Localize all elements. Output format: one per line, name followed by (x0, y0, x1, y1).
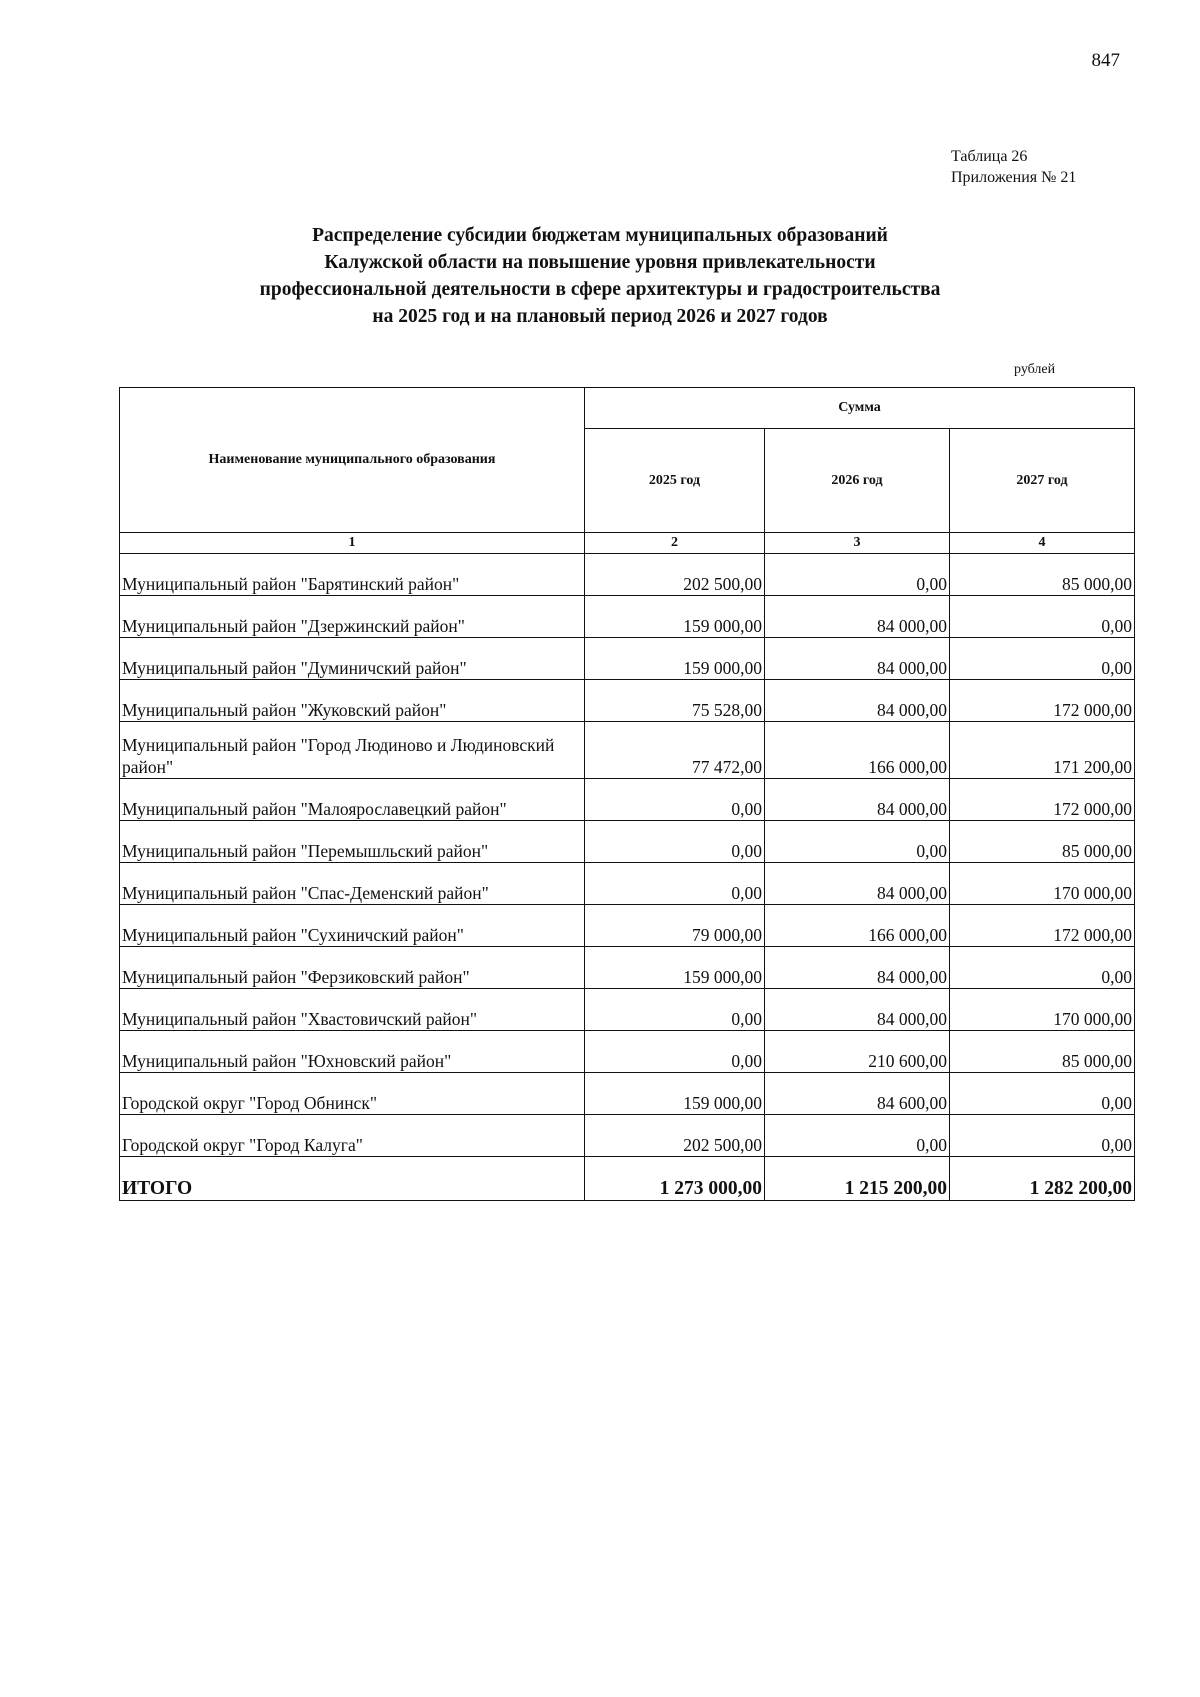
amount-2026: 84 000,00 (765, 638, 950, 680)
table-row (120, 821, 1135, 863)
amount-2025: 77 472,00 (585, 722, 765, 779)
table-row (120, 905, 1135, 947)
amount-2027: 172 000,00 (950, 779, 1135, 821)
column-number-3: 3 (765, 533, 950, 554)
amount-2026: 166 000,00 (765, 722, 950, 779)
municipality-name: Муниципальный район "Перемышльский район" (120, 821, 585, 863)
amount-2027: 170 000,00 (950, 989, 1135, 1031)
amount-2027: 0,00 (950, 1115, 1135, 1157)
amount-2026: 0,00 (765, 1115, 950, 1157)
amount-2027: 0,00 (950, 1073, 1135, 1115)
table-row (120, 1115, 1135, 1157)
table-reference (951, 146, 1076, 188)
municipality-name: Муниципальный район "Малоярославецкий район" (120, 779, 585, 821)
amount-2027: 171 200,00 (950, 722, 1135, 779)
amount-2027: 85 000,00 (950, 1031, 1135, 1073)
header-name-column: Наименование муниципального образования (120, 388, 585, 533)
total-row (120, 1157, 1135, 1201)
municipality-name: Муниципальный район "Хвастовичский район" (120, 989, 585, 1031)
amount-2025: 159 000,00 (585, 596, 765, 638)
amount-2026: 84 000,00 (765, 863, 950, 905)
total-2027: 1 282 200,00 (950, 1157, 1135, 1201)
table-row (120, 1031, 1135, 1073)
amount-2026: 210 600,00 (765, 1031, 950, 1073)
amount-2026: 84 000,00 (765, 947, 950, 989)
municipality-name: Городской округ "Город Обнинск" (120, 1073, 585, 1115)
amount-2027: 0,00 (950, 638, 1135, 680)
title-line-3: профессиональной деятельности в сфере архитектуры и градостроительства (259, 279, 941, 300)
table-row (120, 680, 1135, 722)
subsidy-table (119, 387, 1135, 1201)
amount-2026: 84 000,00 (765, 680, 950, 722)
amount-2027: 0,00 (950, 596, 1135, 638)
column-number-2: 2 (585, 533, 765, 554)
amount-2025: 79 000,00 (585, 905, 765, 947)
document-title (150, 222, 1050, 330)
title-line-1: Распределение субсидии бюджетам муниципальных образований (312, 225, 888, 246)
municipality-name: Муниципальный район "Юхновский район" (120, 1031, 585, 1073)
amount-2025: 159 000,00 (585, 638, 765, 680)
table-row (120, 1073, 1135, 1115)
amount-2026: 84 600,00 (765, 1073, 950, 1115)
table-row (120, 638, 1135, 680)
table-row (120, 722, 1135, 779)
amount-2025: 0,00 (585, 821, 765, 863)
amount-2025: 0,00 (585, 989, 765, 1031)
total-2026: 1 215 200,00 (765, 1157, 950, 1201)
header-2026: 2026 год (765, 429, 950, 533)
title-line-2: Калужской области на повышение уровня привлекательности (324, 252, 876, 273)
municipality-name: Муниципальный район "Жуковский район" (120, 680, 585, 722)
header-2027: 2027 год (950, 429, 1135, 533)
amount-2027: 85 000,00 (950, 821, 1135, 863)
amount-2025: 202 500,00 (585, 554, 765, 596)
amount-2027: 172 000,00 (950, 905, 1135, 947)
amount-2025: 159 000,00 (585, 1073, 765, 1115)
amount-2025: 75 528,00 (585, 680, 765, 722)
page-number: 847 (1091, 50, 1120, 71)
municipality-name: Муниципальный район "Спас-Деменский район" (120, 863, 585, 905)
title-line-4: на 2025 год и на плановый период 2026 и 2027 годов (372, 306, 828, 327)
amount-2027: 172 000,00 (950, 680, 1135, 722)
amount-2025: 202 500,00 (585, 1115, 765, 1157)
amount-2026: 84 000,00 (765, 596, 950, 638)
table-label: Таблица 26 (951, 148, 1028, 165)
table-row (120, 989, 1135, 1031)
amount-2025: 159 000,00 (585, 947, 765, 989)
amount-2027: 85 000,00 (950, 554, 1135, 596)
amount-2026: 84 000,00 (765, 989, 950, 1031)
column-number-1: 1 (120, 533, 585, 554)
total-2025: 1 273 000,00 (585, 1157, 765, 1201)
table-row (120, 947, 1135, 989)
amount-2026: 0,00 (765, 554, 950, 596)
header-sum-group: Сумма (585, 388, 1135, 429)
municipality-name: Муниципальный район "Дзержинский район" (120, 596, 585, 638)
units-label: рублей (1014, 362, 1056, 377)
municipality-name: Муниципальный район "Город Людиново и Людиновский район" (120, 722, 585, 779)
municipality-name: Муниципальный район "Ферзиковский район" (120, 947, 585, 989)
table-row (120, 779, 1135, 821)
amount-2027: 0,00 (950, 947, 1135, 989)
amount-2027: 170 000,00 (950, 863, 1135, 905)
municipality-name: Муниципальный район "Думиничский район" (120, 638, 585, 680)
table-row (120, 596, 1135, 638)
municipality-name: Городской округ "Город Калуга" (120, 1115, 585, 1157)
appendix-label: Приложения № 21 (951, 169, 1077, 186)
amount-2026: 84 000,00 (765, 779, 950, 821)
amount-2025: 0,00 (585, 1031, 765, 1073)
municipality-name: Муниципальный район "Сухиничский район" (120, 905, 585, 947)
amount-2025: 0,00 (585, 779, 765, 821)
column-number-4: 4 (950, 533, 1135, 554)
table-row (120, 554, 1135, 596)
amount-2026: 0,00 (765, 821, 950, 863)
amount-2025: 0,00 (585, 863, 765, 905)
total-label: ИТОГО (120, 1157, 585, 1201)
table-row (120, 863, 1135, 905)
header-2025: 2025 год (585, 429, 765, 533)
municipality-name: Муниципальный район "Барятинский район" (120, 554, 585, 596)
amount-2026: 166 000,00 (765, 905, 950, 947)
